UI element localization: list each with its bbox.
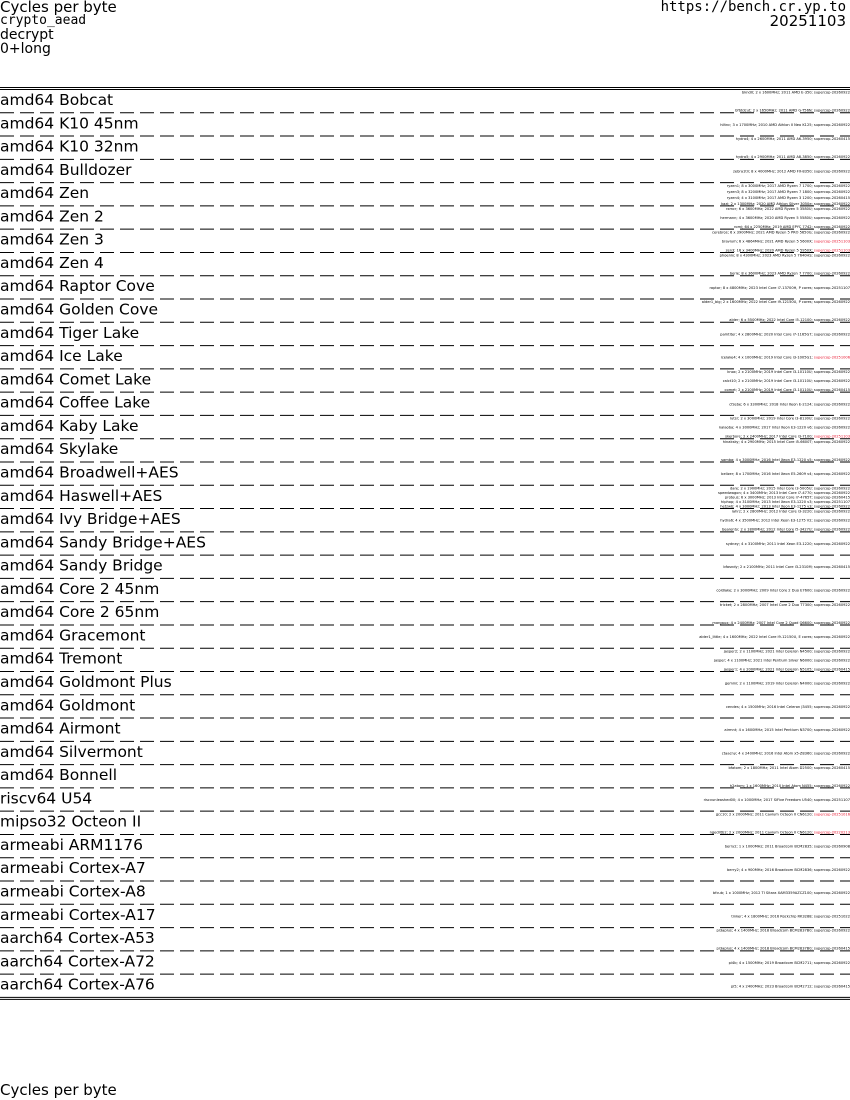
cpu-label: amd64 Tremont bbox=[0, 649, 123, 668]
machine-entry: hermann; 4 x 3600MHz; 2020 AMD Ryzen 5 5580U; supercop-20260922 bbox=[720, 216, 850, 221]
machine-entry: bfcub; 1 x 1000MHz; 2012 TI Sitara XAM3359AZCZ100; supercop-20260922 bbox=[712, 891, 850, 896]
table-row bbox=[0, 836, 850, 854]
machine-entry: pi3aplus; 4 x 1400MHz; 2018 Broadcom BCM2837B0; supercop-20260922 bbox=[716, 928, 850, 933]
machine-entry: lutsr; 2 x 3000MHz; 2019 Intel Core i3-8130U; supercop-20260922 bbox=[730, 416, 850, 421]
cpu-label: amd64 Sandy Bridge bbox=[0, 556, 163, 575]
machine-entry: hydra6; 4 x 3500MHz; 2012 Intel Xeon E3-1275 V2; supercop-20260922 bbox=[720, 518, 850, 523]
machine-entry: ngedlitb2; 2 x 2000MHz; 2011 Cavium Octeon II CN6120; supercop-20220213 bbox=[709, 830, 850, 835]
table-row bbox=[0, 324, 850, 342]
table-row bbox=[0, 347, 850, 365]
table-row bbox=[0, 626, 850, 644]
machine-entry: h2atom; 1 x 1600MHz; 2010 Intel Atom N455; supercop-20260922 bbox=[729, 783, 850, 788]
machine-entry: calct10; 2 x 2100MHz; 2019 Intel Core i3-10110U; supercop-20260922 bbox=[722, 379, 850, 383]
cpu-label: amd64 Bobcat bbox=[0, 91, 114, 109]
cpu-label: amd64 Kaby Lake bbox=[0, 416, 139, 435]
table-row bbox=[0, 557, 850, 575]
cpu-label: aarch64 Cortex-A53 bbox=[0, 929, 155, 948]
table-row bbox=[0, 533, 850, 551]
table-row bbox=[0, 859, 850, 877]
machine-entry: tricket; 2 x 2800MHz; 2007 Intel Core 2 Duo T7300; supercop-20260922 bbox=[719, 602, 850, 607]
page-title: Cycles per byte bbox=[0, 0, 117, 16]
operation-label: decrypt bbox=[0, 27, 54, 43]
machine-entry: bfasndy; 2 x 2100MHz; 2011 Intel Core i3-2310M; supercop-20260415 bbox=[723, 565, 850, 570]
table-row bbox=[0, 952, 850, 970]
cpu-label: amd64 Zen 2 bbox=[0, 207, 104, 226]
table-row bbox=[0, 417, 850, 439]
machine-entry: hydra5; 4 x 2900MHz; 2011 AMD A8-3850; supercop-20260922 bbox=[735, 155, 850, 160]
cpu-label: aarch64 Cortex-A76 bbox=[0, 975, 155, 994]
machine-entry: comet; 2 x 2100MHz; 2019 Intel Core i3-10110U; supercop-20260415 bbox=[724, 388, 850, 392]
table-row bbox=[0, 510, 850, 532]
cpu-label: amd64 Core 2 65nm bbox=[0, 603, 160, 622]
machine-entry: knox; 2 x 2100MHz; 2019 Intel Core i3-10110U; supercop-20260922 bbox=[727, 370, 850, 374]
cpu-label: amd64 Ice Lake bbox=[0, 347, 123, 366]
machine-entry: margaux; 4 x 2400MHz; 2007 Intel Core 2 Quad Q6600; supercop-20260922 bbox=[712, 620, 850, 625]
table-row bbox=[0, 440, 850, 462]
table-row bbox=[0, 161, 850, 179]
date-label: 20251103 bbox=[769, 12, 846, 30]
machine-entry: bfatom; 2 x 1800MHz; 2011 Intel Atom D2500; supercop-20260415 bbox=[728, 765, 850, 770]
machine-entry: zebra1tli; 8 x 4000MHz; 2012 AMD FX-8350; supercop-20260922 bbox=[733, 169, 850, 174]
machine-entry: rxmcr; 6 x 3600MHz; 2022 AMD Ryzen 5 3580U; supercop-20260922 bbox=[725, 207, 850, 212]
machine-entry: samba; 4 x 3000MHz; 2016 Intel Xeon E3-1220 v5; supercop-20260922 bbox=[721, 457, 850, 462]
cpu-label: amd64 Raptor Cove bbox=[0, 277, 155, 296]
cpu-label: amd64 Golden Cove bbox=[0, 300, 159, 319]
table-row bbox=[0, 207, 850, 229]
cpu-label: amd64 Coffee Lake bbox=[0, 393, 151, 412]
table-row bbox=[0, 649, 850, 671]
machine-entry: kazi; 2 x 1300MHz; 2020 AMD Athlon Silver 3050e; supercop-20260922 bbox=[721, 201, 850, 206]
machine-entry: pamtiter; 4 x 2800MHz; 2020 Intel Core i7-1165G7; supercop-20260922 bbox=[720, 332, 850, 337]
cpu-label: amd64 Skylake bbox=[0, 440, 119, 459]
cpu-label: amd64 Comet Lake bbox=[0, 370, 152, 389]
cpu-label: armeabi ARM1176 bbox=[0, 835, 143, 854]
machine-entry: alder; 6 x 5500MHz; 2022 Intel Core i5-12100; supercop-20260922 bbox=[729, 318, 850, 323]
machine-entry: hiltnc; 3 x 1700MHz; 2010 AMD Athlon II Neo K125; supercop-20260922 bbox=[720, 122, 850, 127]
table-row bbox=[0, 696, 850, 714]
machine-entry: kalaoba; 4 x 3000MHz; 2017 Intel Xeon E3-1220 v6; supercop-20260922 bbox=[719, 425, 850, 430]
machine-entry: cerebros; 6 x 3900MHz; 2021 AMD Ryzen 5 PRO 5650G; supercop-20260922 bbox=[712, 230, 850, 235]
machine-entry: tinker; 4 x 1800MHz; 2016 Rockchip RK3288; supercop-20251022 bbox=[731, 914, 850, 919]
machine-entry: belizer; 8 x 1700MHz; 2016 Intel Xeon E5-2609 v4; supercop-20260922 bbox=[721, 472, 850, 477]
machine-entry: airmnt; 4 x 1600MHz; 2015 Intel Pentium N3700; supercop-20260922 bbox=[724, 728, 850, 733]
cpu-label: amd64 Airmont bbox=[0, 719, 121, 738]
machine-entry: bknd0; 2 x 1600MHz; 2011 AMD E-350; supercop-20260922 bbox=[741, 90, 850, 95]
cpu-label: amd64 Goldmont Plus bbox=[0, 673, 172, 691]
table-row bbox=[0, 812, 850, 834]
machine-entry: hetzwb; 4 x 3000MHz; 2013 Intel Xeon E3-1275 v3; supercop-20260922 bbox=[720, 504, 850, 509]
cpu-label: mipso32 Octeon II bbox=[0, 812, 142, 831]
machine-entry: icelake4; 4 x 1000MHz; 2019 Intel Core i3-1005G1; supercop-20251006 bbox=[720, 355, 850, 360]
cpu-label: aarch64 Cortex-A72 bbox=[0, 952, 155, 971]
machine-entry: coldlake; 2 x 3000MHz; 2009 Intel Core 2 Duo E7600; supercop-20260922 bbox=[716, 588, 850, 593]
table-row bbox=[0, 976, 850, 994]
table-row bbox=[0, 137, 850, 159]
machine-entry: phoenix; 8 x 4300MHz; 2023 AMD Ryzen 5 7640HS; supercop-20260922 bbox=[719, 253, 850, 258]
machine-entry: bearenty; 2 x 1800MHz; 2012 Intel Core i5-3427U; supercop-20260922 bbox=[721, 527, 850, 532]
cpu-label: armeabi Cortex-A7 bbox=[0, 859, 146, 878]
table-row bbox=[0, 883, 850, 901]
machine-entry: zen3; 16 x 3400MHz; 2020 AMD Ryzen 5 5950X; supercop-20251103 bbox=[725, 248, 850, 253]
machine-entry: skerbore; 2 x 2400MHz; 2017 Intel Core i3-7100; supercop-20251103 bbox=[725, 434, 850, 439]
cpu-label: amd64 Zen 3 bbox=[0, 230, 104, 249]
machine-entry: proteus; 6 x 3000MHz; 2013 Intel Core i7-4765T; supercop-20260415 bbox=[724, 495, 850, 500]
primitive-label: crypto_aead bbox=[0, 13, 87, 28]
cpu-label: amd64 Zen 4 bbox=[0, 253, 104, 272]
machine-entry: alder1_big; 2 x 1600MHz; 2022 Intel Core i9-12150U, P cores; supercop-20260922 bbox=[701, 300, 850, 305]
table-row bbox=[0, 184, 850, 206]
table-row bbox=[0, 673, 850, 691]
cpu-label: amd64 Silvermont bbox=[0, 742, 143, 761]
machine-entry: jasper; 4 x 1100MHz; 2021 Intel Pentium Silver N6000; supercop-20260922 bbox=[713, 658, 850, 663]
table-row bbox=[0, 603, 850, 625]
machine-entry: iahrz; 2 x 2800MHz; 2012 Intel Core i3-3220; supercop-20260922 bbox=[731, 509, 850, 514]
table-row bbox=[0, 580, 850, 598]
table-row bbox=[0, 230, 850, 252]
cpu-label: amd64 Ivy Bridge+AES bbox=[0, 510, 181, 529]
machine-entry: dare; 2 x 1900MHz; 2015 Intel Core i3-5005U; supercop-20260922 bbox=[730, 486, 850, 491]
machine-entry: bravium; 6 x 4864MHz; 2021 AMD Ryzen 5 5600X; supercop-20251103 bbox=[721, 239, 850, 244]
machine-entry: hiphop; 4 x 3100MHz; 2013 Intel Xeon E3-1220 v3; supercop-20251107 bbox=[720, 499, 850, 504]
cpu-label: armeabi Cortex-A17 bbox=[0, 905, 156, 924]
cpu-label: armeabi Cortex-A8 bbox=[0, 882, 146, 901]
machine-entry: gcc10; 2 x 2000MHz; 2011 Cavium Octeon II CN6120; supercop-20251016 bbox=[715, 812, 850, 817]
machine-entry: berry2; 4 x 900MHz; 2016 Broadcom BCM2836; supercop-20260922 bbox=[726, 867, 850, 872]
machine-entry: jasper2; 2 x 1100MHz; 2021 Intel Celeron N4500; supercop-20260922 bbox=[723, 649, 850, 654]
cpu-label: amd64 Broadwell+AES bbox=[0, 463, 179, 482]
table-row bbox=[0, 720, 850, 738]
machine-entry: cfzebe; 6 x 3300MHz; 2018 Intel Xeon E-2124; supercop-20260922 bbox=[729, 402, 850, 407]
table-row bbox=[0, 789, 850, 807]
machine-entry: hydra4; 4 x 2600MHz; 2011 AMD A6-3950; supercop-20260415 bbox=[735, 137, 850, 142]
machine-entry: ryzen3; 8 x 3200MHz; 2017 AMD Ryzen 7 1800; supercop-20260922 bbox=[726, 189, 850, 194]
table-row bbox=[0, 254, 850, 276]
cpu-label: amd64 K10 45nm bbox=[0, 114, 139, 133]
machine-entry: romi; 64 x 2250MHz; 2019 AMD EPYC 7742; supercop-20260922 bbox=[734, 225, 850, 230]
machine-entry: riscvunleashed00; 4 x 1000MHz; 2017 SiFive Freedom U540; supercop-20251107 bbox=[703, 798, 850, 803]
cpu-label: amd64 Goldmont bbox=[0, 696, 136, 715]
machine-entry: bfbtdcut; 2 x 1650MHz; 2011 AMD G-T56N; supercop-20260922 bbox=[735, 108, 850, 113]
machine-entry: raptor; 8 x 4800MHz; 2023 Intel Core i7-13700H, P cores; supercop-20251107 bbox=[709, 285, 850, 290]
size-label: 0+long bbox=[0, 41, 51, 57]
cpu-label: amd64 Bonnell bbox=[0, 766, 117, 785]
machine-entry: cendes; 4 x 1500MHz; 2016 Intel Celeron J3455; supercop-20260922 bbox=[725, 704, 850, 709]
table-row bbox=[0, 394, 850, 412]
machine-entry: hinaksky; 4 x 2900MHz; 2015 Intel Core i5-6600T; supercop-20260922 bbox=[722, 439, 850, 444]
machine-entry: pi5; 4 x 2400MHz; 2023 Broadcom BCM2712; supercop-20260415 bbox=[730, 984, 850, 989]
table-row bbox=[0, 300, 850, 322]
machine-entry: ryzen1; 8 x 3000MHz; 2017 AMD Ryzen 7 1700; supercop-20260922 bbox=[726, 183, 850, 188]
machine-entry: jasper1; 4 x 2000MHz; 2021 Intel Celeron N5105; supercop-20260415 bbox=[723, 667, 850, 672]
cpu-label: amd64 Zen bbox=[0, 184, 90, 203]
machine-entry: ryzen4; 4 x 3100MHz; 2017 AMD Ryzen 3 1200; supercop-20260415 bbox=[726, 195, 850, 200]
cpu-label: amd64 Gracemont bbox=[0, 626, 146, 645]
machine-entry: gemini; 2 x 1100MHz; 2019 Intel Celeron N4000; supercop-20260922 bbox=[724, 681, 850, 686]
table-row bbox=[0, 906, 850, 924]
machine-entry: pi3aplus; 4 x 1400MHz; 2018 Broadcom BCM2837B0; supercop-20260415 bbox=[716, 946, 850, 951]
table-row bbox=[0, 929, 850, 951]
cpu-label: riscv64 U54 bbox=[0, 789, 93, 808]
machine-entry: pi4b; 4 x 1500MHz; 2019 Broadcom BCM2711; supercop-20260922 bbox=[728, 961, 850, 965]
machine-entry: berry2; 1 x 1000MHz; 2011 Broadcom BCM2835; supercop-20260908 bbox=[724, 844, 850, 849]
cpu-label: amd64 Sandy Bridge+AES bbox=[0, 533, 206, 552]
machine-entry: sydney; 4 x 3100MHz; 2011 Intel Xeon E3-1220; supercop-20260922 bbox=[725, 541, 850, 546]
table-row bbox=[0, 91, 850, 113]
table-row bbox=[0, 743, 850, 761]
source-link[interactable]: https://bench.cr.yp.to bbox=[660, 0, 846, 15]
cpu-label: amd64 Tiger Lake bbox=[0, 323, 140, 342]
cpu-label: amd64 K10 32nm bbox=[0, 137, 139, 156]
machine-entry: ctaacny; 4 x 2400MHz; 2016 Intel Atom x5-Z8360; supercop-20260922 bbox=[721, 751, 850, 756]
machine-entry: speedwagon; 4 x 3400MHz; 2013 Intel Core i7-4770; supercop-20260922 bbox=[717, 490, 850, 495]
footer-label: Cycles per byte bbox=[0, 1081, 117, 1099]
table-row bbox=[0, 277, 850, 295]
table-row bbox=[0, 766, 850, 788]
table-row bbox=[0, 486, 850, 508]
machine-entry: berie; 8 x 3600MHz; 2023 AMD Ryzen 7 7700; supercop-20260922 bbox=[729, 271, 850, 276]
table-row bbox=[0, 463, 850, 481]
cpu-label: amd64 Core 2 45nm bbox=[0, 579, 160, 598]
cpu-label: amd64 Haswell+AES bbox=[0, 486, 163, 505]
table-row bbox=[0, 114, 850, 132]
machine-entry: alder1_little; 4 x 1600MHz; 2022 Intel Core i9-12150U, E cores; supercop-20260922 bbox=[699, 635, 850, 640]
cpu-label: amd64 Bulldozer bbox=[0, 160, 132, 179]
table-row bbox=[0, 370, 850, 392]
